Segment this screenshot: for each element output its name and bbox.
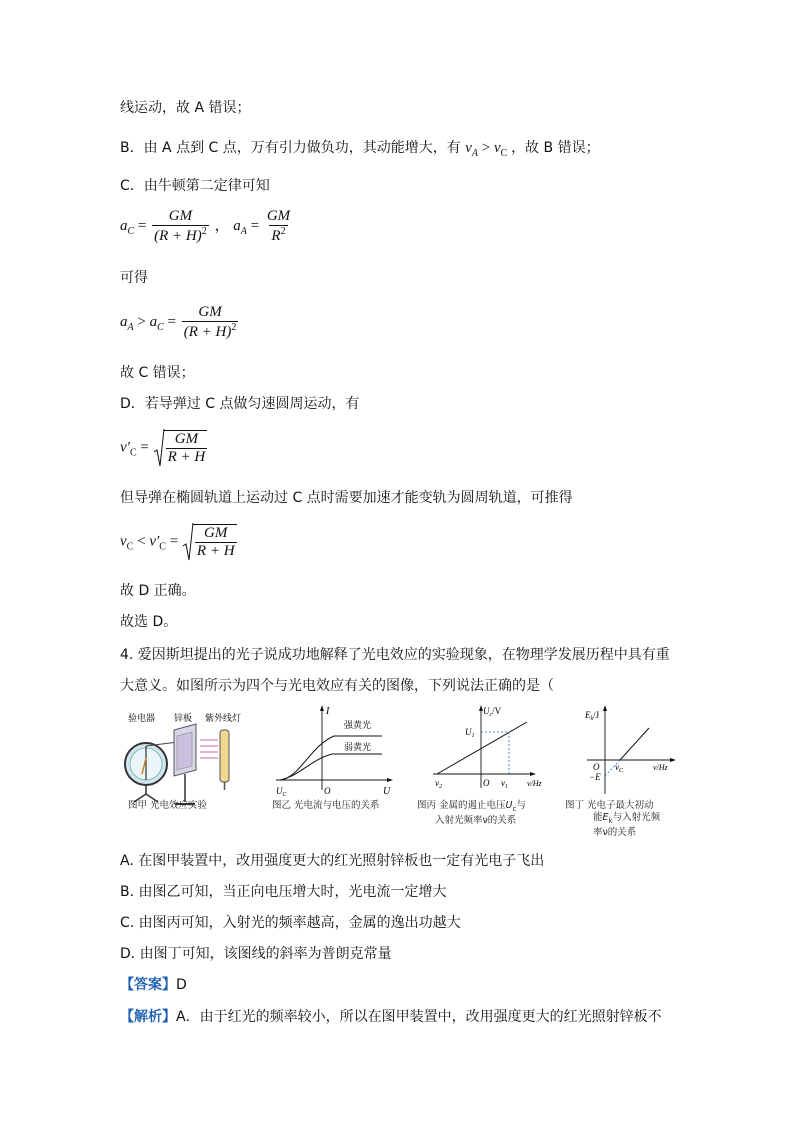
- option-d: D. 由图丁可知，该图线的斜率为普朗克常量: [120, 946, 392, 962]
- text-line-option-d: D．若导弹过 C 点做匀速圆周运动，有: [120, 396, 360, 412]
- v2-label: $\nu_2$: [435, 778, 442, 790]
- origin-label: O: [324, 786, 331, 796]
- option-a: A. 在图甲装置中，改用强度更大的红光照射锌板也一定有光电子飞出: [120, 853, 545, 869]
- caption-jia: 图甲 光电效应实验: [128, 800, 208, 811]
- current-voltage-graph: [270, 702, 400, 797]
- formula-aa-gt-ac: $a_A > a_C$ = $\frac{GM}{(R + H)^2}$: [120, 304, 237, 340]
- photoelectric-apparatus-drawing: [120, 708, 260, 808]
- label-zinc-plate: 锌板: [174, 713, 193, 723]
- fraction-gm-over-r2: $\frac{GM}{R^2}$: [266, 208, 291, 244]
- formula-vc-prime: $v'_C$ = $\frac{GM}{R + H}$: [120, 428, 209, 468]
- question-4-line-2: 大意义。如图所示为四个与光电效应有关的图像，下列说法正确的是（: [120, 678, 554, 694]
- text-line-kede: 可得: [120, 270, 148, 286]
- text-line-d-correct: 故 D 正确。: [120, 583, 196, 599]
- uc-label: $U_C$: [276, 786, 287, 797]
- axis-label-u: U: [383, 786, 391, 797]
- text-line-choose-d: 故选 D。: [120, 614, 178, 630]
- neg-e-label: −E: [589, 772, 601, 782]
- caption-ding: 图丁 光电子最大初动 能$E_k$与入射光频 率ν的关系: [565, 800, 661, 838]
- caption-bing: 图丙 金属的遏止电压$U_c$与 入射光频率ν的关系: [417, 800, 526, 826]
- figure-bing: [415, 702, 555, 837]
- axis-label-ek: $E_k/J$: [585, 710, 600, 722]
- axis-label-i: I: [326, 706, 330, 717]
- analysis-text: A．由于红光的频率较小，所以在图甲装置中，改用强度更大的红光照射锌板不: [176, 1009, 662, 1025]
- v1-label: $\nu_1$: [501, 778, 508, 790]
- text-b-part1: B．由 A 点到 C 点，万有引力做负功，其动能增大，有: [120, 140, 461, 156]
- stopping-voltage-graph: [415, 702, 555, 797]
- figure-yi: [270, 702, 400, 837]
- label-uv-lamp: 紫外线灯: [205, 713, 242, 723]
- axis-label-uc: $U_c/V$: [483, 706, 502, 718]
- answer-tag: 【答案】: [120, 977, 176, 993]
- origin-label-ding: O: [593, 762, 600, 772]
- origin-label-bing: O: [483, 778, 490, 788]
- sqrt-gm-over-rh-b: $\frac{GM}{R + H}$: [182, 522, 239, 562]
- uv-rays-icon: [200, 740, 218, 758]
- u1-label: $U_1$: [465, 727, 475, 739]
- formula-vc-lt-vcprime: $v_C < v'_C$ = $\frac{GM}{R + H}$: [120, 522, 239, 562]
- analysis-tag: 【解析】: [120, 1009, 176, 1025]
- answer-value: D: [176, 977, 187, 993]
- axis-label-vhz-ding: ν/Hz: [653, 763, 668, 772]
- figure-ding: [565, 702, 680, 847]
- caption-yi: 图乙 光电流与电压的关系: [272, 800, 380, 811]
- option-b: B. 由图乙可知，当正向电压增大时，光电流一定增大: [120, 884, 447, 900]
- vc-label: $\nu_C$: [615, 762, 624, 774]
- label-weak-yellow: 弱黄光: [344, 742, 372, 752]
- analysis-line: [120, 1007, 662, 1027]
- inline-math-va-gt-vc: $v_A > v_C$: [465, 140, 508, 159]
- ek-line: [620, 728, 649, 760]
- option-c: C. 由图丙可知，入射光的频率越高，金属的逸出功越大: [120, 915, 461, 931]
- sqrt-gm-over-rh: $\frac{GM}{R + H}$: [153, 428, 210, 468]
- axis-label-vhz: ν/Hz: [527, 779, 542, 788]
- fraction-gm-over-rh2: $\frac{GM}{(R + H)^2}$: [154, 208, 207, 244]
- label-electroscope: 验电器: [128, 713, 156, 723]
- text-line-option-b: [120, 138, 600, 164]
- formula-ac-aa: $a_C$ = $\frac{GM}{(R + H)^2}$ ， $a_A$ = $\frac{GM}{R^2}$: [120, 208, 291, 244]
- label-strong-yellow: 强黄光: [344, 720, 372, 730]
- uv-lamp-icon: [220, 730, 229, 782]
- text-b-part2: ，故 B 错误；: [511, 140, 600, 156]
- text-line-option-c: C．由牛顿第二定律可知: [120, 178, 270, 194]
- text-line-1: 线运动，故 A 错误；: [120, 100, 251, 116]
- figure-jia: [120, 708, 260, 838]
- text-line-c-wrong: 故 C 错误；: [120, 365, 195, 381]
- kinetic-energy-graph: [565, 702, 680, 797]
- weak-light-curve: [280, 754, 382, 780]
- text-line-ellipse: 但导弹在椭圆轨道上运动过 C 点时需要加速才能变轨为圆周轨道，可推得: [120, 490, 573, 506]
- fraction-gm-over-rh2-b: $\frac{GM}{(R + H)^2}$: [183, 304, 237, 340]
- answer-line: [120, 975, 187, 995]
- question-4-line-1: 4. 爱因斯坦提出的光子说成功地解释了光电效应的实验现象，在物理学发展历程中具有重: [120, 647, 670, 663]
- uc-line: [437, 722, 527, 774]
